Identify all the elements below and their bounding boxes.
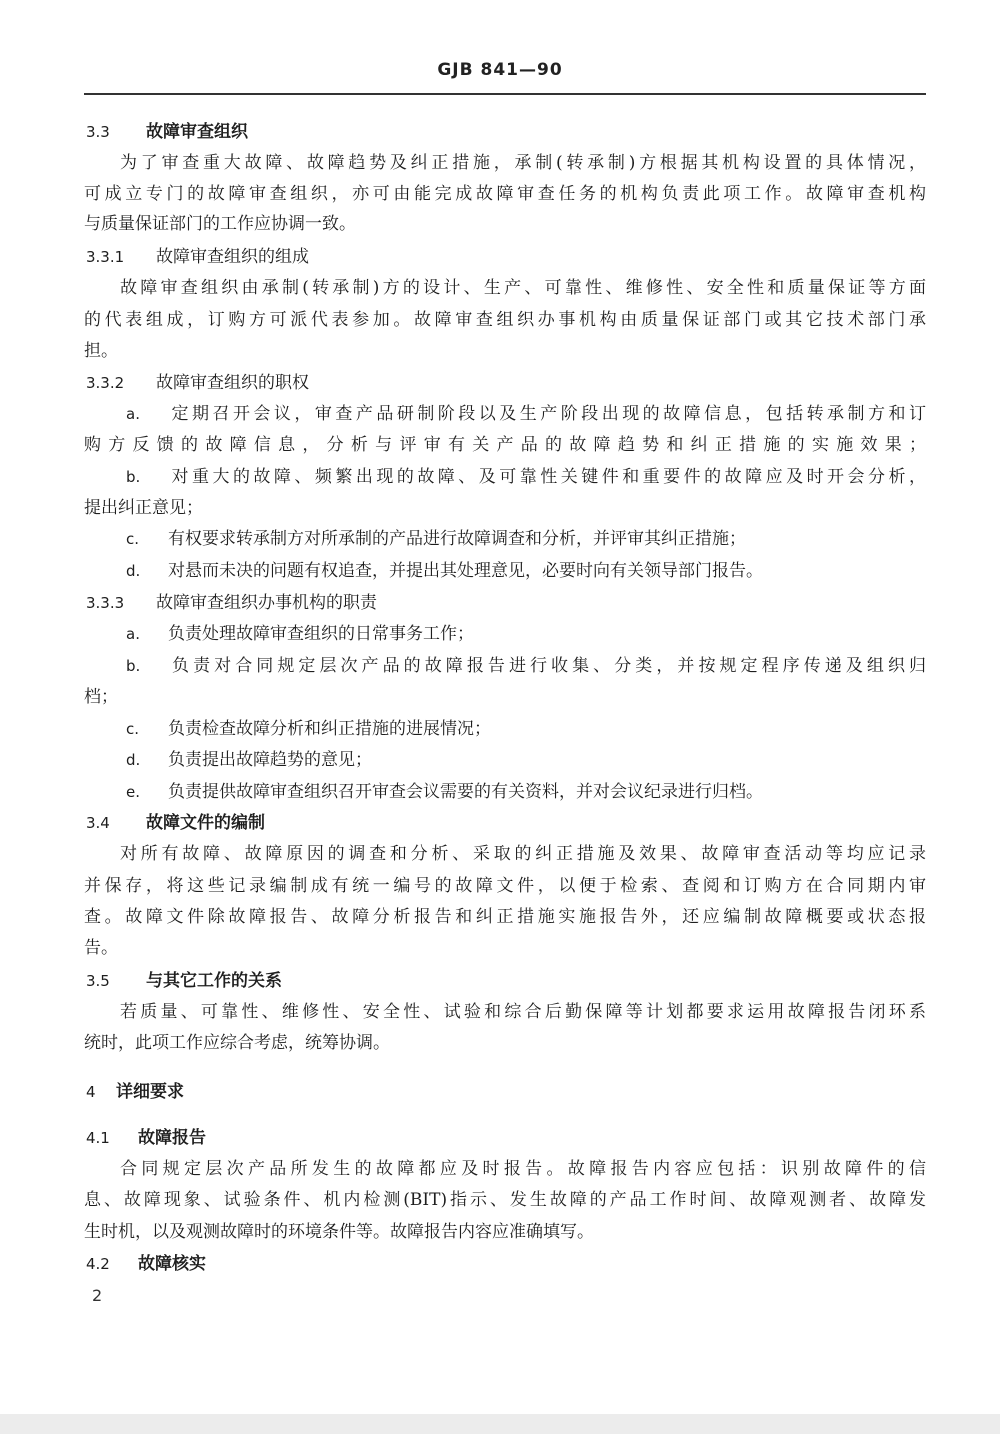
paragraph-line: 告。 <box>84 938 118 958</box>
paragraph-line: 担。 <box>84 341 118 361</box>
paragraph-line: 统时，此项工作应综合考虑，统筹协调。 <box>84 1033 390 1053</box>
paragraph-line: 生时机，以及观测故障时的环境条件等。故障报告内容应准确填写。 <box>84 1222 594 1242</box>
section-heading-4-2 <box>86 1253 206 1275</box>
item-text: 对重大的故障、频繁出现的故障、及可靠性关键件和重要件的故障应及时开会分析， <box>168 467 926 487</box>
list-item-continuation: 购方反馈的故障信息，分析与评审有关产品的故障趋势和纠正措施的实施效果； <box>84 435 926 455</box>
section-number: 3.5 <box>86 972 110 990</box>
paragraph-line: 对所有故障、故障原因的调查和分析、采取的纠正措施及效果、故障审查活动等均应记录 <box>120 844 926 864</box>
section-heading-4 <box>86 1081 184 1103</box>
paragraph-line: 的代表组成，订购方可派代表参加。故障审查组织办事机构由质量保证部门或其它技术部门承 <box>84 310 926 330</box>
section-title: 故障文件的编制 <box>146 813 265 833</box>
item-letter: e. <box>126 783 140 801</box>
item-text: 负责对合同规定层次产品的故障报告进行收集、分类，并按规定程序传递及组织归 <box>168 656 926 676</box>
section-number: 4 <box>86 1083 96 1101</box>
item-letter: d. <box>126 562 141 580</box>
item-text: 负责提供故障审查组织召开审查会议需要的有关资料，并对会议纪录进行归档。 <box>168 782 763 802</box>
item-text: 负责提出故障趋势的意见； <box>168 750 372 770</box>
list-item <box>126 466 926 488</box>
list-item <box>126 749 372 771</box>
section-heading-3-3 <box>86 121 248 143</box>
item-letter: d. <box>126 751 141 769</box>
section-number: 3.3.2 <box>86 374 125 392</box>
item-letter: b. <box>126 468 141 486</box>
item-text: 对悬而未决的问题有权追查，并提出其处理意见，必要时向有关领导部门报告。 <box>168 561 763 581</box>
item-letter: a. <box>126 625 140 643</box>
section-heading-3-3-3 <box>86 592 377 614</box>
item-letter: c. <box>126 720 140 738</box>
section-title: 详细要求 <box>116 1082 184 1102</box>
item-text: 负责检查故障分析和纠正措施的进展情况； <box>168 719 491 739</box>
section-heading-4-1 <box>86 1127 206 1149</box>
page-number: 2 <box>92 1286 103 1305</box>
section-number: 3.4 <box>86 814 110 832</box>
paragraph-line: 可成立专门的故障审查组织，亦可由能完成故障审查任务的机构负责此项工作。故障审查机构 <box>84 184 926 204</box>
paragraph-line: 若质量、可靠性、维修性、安全性、试验和综合后勤保障等计划都要求运用故障报告闭环系 <box>120 1002 926 1022</box>
list-item <box>126 560 763 582</box>
paragraph-line: 合同规定层次产品所发生的故障都应及时报告。故障报告内容应包括：识别故障件的信 <box>120 1159 926 1179</box>
section-title: 故障审查组织办事机构的职责 <box>156 593 377 613</box>
item-text: 有权要求转承制方对所承制的产品进行故障调查和分析，并评审其纠正措施； <box>168 529 746 549</box>
paragraph-line: 查。故障文件除故障报告、故障分析报告和纠正措施实施报告外，还应编制故障概要或状态报 <box>84 907 926 927</box>
section-number: 3.3.1 <box>86 248 125 266</box>
list-item <box>126 781 763 803</box>
section-number: 4.2 <box>86 1255 110 1273</box>
section-number: 3.3.3 <box>86 594 125 612</box>
section-title: 故障核实 <box>138 1254 206 1274</box>
list-item <box>126 655 926 677</box>
list-item-continuation: 提出纠正意见； <box>84 498 203 518</box>
section-number: 3.3 <box>86 123 110 141</box>
section-title: 故障审查组织的组成 <box>156 247 309 267</box>
paragraph-line: 为了审查重大故障、故障趋势及纠正措施，承制(转承制)方根据其机构设置的具体情况， <box>120 153 926 173</box>
item-letter: b. <box>126 657 141 675</box>
paragraph-line: 故障审查组织由承制(转承制)方的设计、生产、可靠性、维修性、安全性和质量保证等方面 <box>120 278 926 298</box>
item-letter: a. <box>126 405 140 423</box>
paragraph-line: 与质量保证部门的工作应协调一致。 <box>84 214 356 234</box>
list-item <box>126 528 746 550</box>
paragraph-line: 息、故障现象、试验条件、机内检测(BIT)指示、发生故障的产品工作时间、故障观测者、故障发 <box>84 1190 926 1210</box>
section-heading-3-3-2 <box>86 372 309 394</box>
viewer-bottom-band <box>0 1414 1000 1434</box>
paragraph-line: 并保存，将这些记录编制成有统一编号的故障文件，以便于检索、查阅和订购方在合同期内审 <box>84 876 926 896</box>
section-number: 4.1 <box>86 1129 110 1147</box>
list-item <box>126 403 926 425</box>
item-text: 负责处理故障审查组织的日常事务工作； <box>168 624 474 644</box>
header-rule <box>84 93 926 95</box>
section-heading-3-4 <box>86 812 265 834</box>
item-text: 定期召开会议，审查产品研制阶段以及生产阶段出现的故障信息，包括转承制方和订 <box>168 404 926 424</box>
list-item <box>126 623 474 645</box>
section-title: 故障审查组织 <box>146 122 248 142</box>
item-letter: c. <box>126 530 140 548</box>
section-heading-3-3-1 <box>86 246 309 268</box>
section-title: 与其它工作的关系 <box>146 971 282 991</box>
section-title: 故障报告 <box>138 1128 206 1148</box>
document-code: GJB 841—90 <box>437 60 563 80</box>
section-heading-3-5 <box>86 970 282 992</box>
list-item <box>126 718 491 740</box>
section-title: 故障审查组织的职权 <box>156 373 309 393</box>
list-item-continuation: 档； <box>84 687 118 707</box>
